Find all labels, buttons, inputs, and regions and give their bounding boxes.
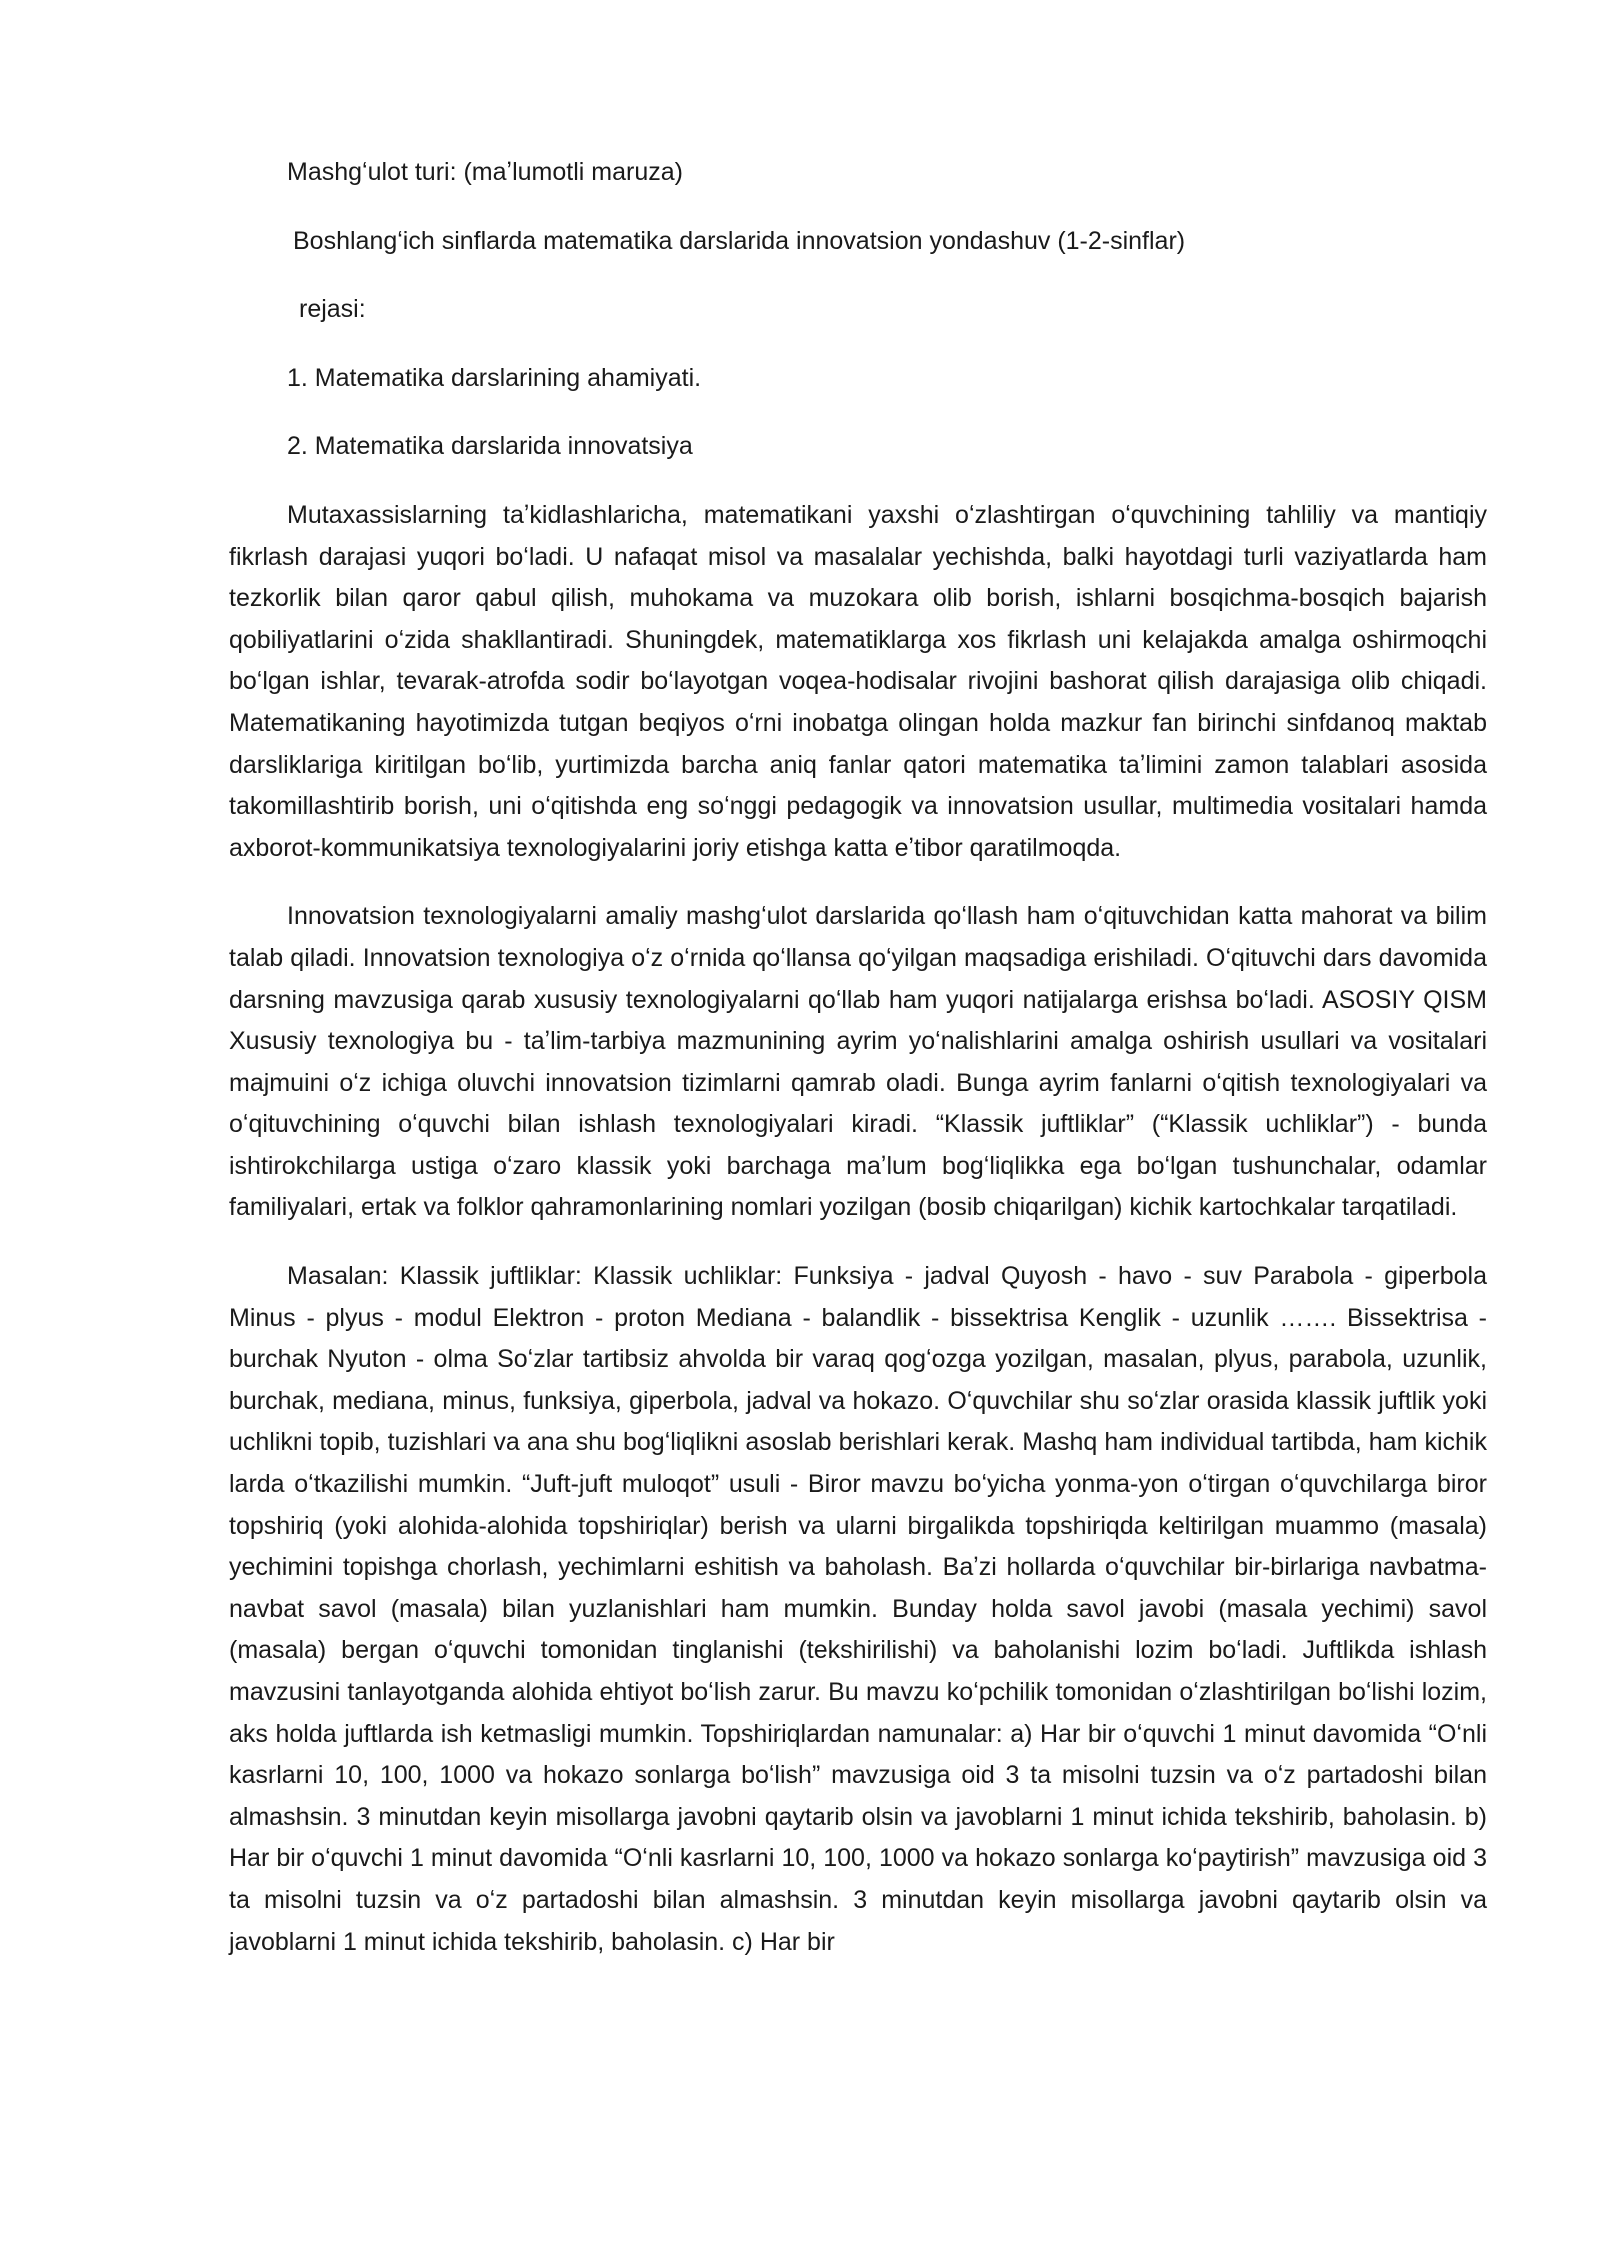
session-type-line: Mashgʻulot turi: (maʼlumotli maruza) xyxy=(287,158,683,186)
plan-item-1: 1. Matematika darslarining ahamiyati. xyxy=(287,363,702,392)
document-body xyxy=(229,152,1487,1963)
paragraph-innovation: Innovatsion texnologiyalarni amaliy mashgʻulot darslarida qoʻllash ham oʻqituvchidan katta mahorat va bilim talab qiladi. Innovatsion texnologiya oʻz oʻrnida qoʻllansa qoʻyilgan maqsadiga erishiladi. Oʻqituvchi dars davomida darsning mavzusiga qarab xususiy texnologiyalarni qoʻllab ham yuqori natijalarga erishsa boʻladi. ASOSIY QISM Xususiy texnologiya bu - taʼlim-tarbiya mazmunining ayrim yoʻnalishlarini amalga oshirish usullari va vositalari majmuini oʻz ichiga oluvchi innovatsion tizimlarni qamrab oladi. Bunga ayrim fanlarni oʻqitish texnologiyalari va oʻqituvchining oʻquvchi bilan ishlash texnologiyalari kiradi. “Klassik juftliklar” (“Klassik uchliklar”) - bunda ishtirokchilarga ustiga oʻzaro klassik yoki barchaga maʼlum bogʻliqlikka ega boʻlgan tushunchalar, odamlar familiyalari, ertak va folklor qahramonlarining nomlari yozilgan (bosib chiqarilgan) kichik kartochkalar tarqatiladi. xyxy=(229,902,1487,1222)
plan-item-2: 2. Matematika darslarida innovatsiya xyxy=(287,432,693,461)
lecture-title: Boshlangʻich sinflarda matematika darslarida innovatsion yondashuv (1-2-sinflar) xyxy=(293,226,1186,255)
paragraph-importance: Mutaxassislarning taʼkidlashlaricha, matematikani yaxshi oʻzlashtirgan oʻquvchining tahliliy va mantiqiy fikrlash darajasi yuqori boʻladi. U nafaqat misol va masalalar yechishda, balki hayotdagi turli vaziyatlarda ham tezkorlik bilan qaror qabul qilish, muhokama va muzokara olib borish, ishlarni bosqichma-bosqich bajarish qobiliyatlarini oʻzida shakllantiradi. Shuningdek, matematiklarga xos fikrlash uni kelajakda amalga oshirmoqchi boʻlgan ishlar, tevarak-atrofda sodir boʻlayotgan voqea-hodisalar rivojini bashorat qilish darajasiga olib chiqadi. Matematikaning hayotimizda tutgan beqiyos oʻrni inobatga olingan holda mazkur fan birinchi sinfdanoq maktab darsliklariga kiritilgan boʻlib, yurtimizda barcha aniq fanlar qatori matematika taʼlimini zamon talablari asosida takomillashtirib borish, uni oʻqitishda eng soʻnggi pedagogik va innovatsion usullar, multimedia vositalari hamda axborot-kommunikatsiya texnologiyalarini joriy etishga katta eʼtibor qaratilmoqda. xyxy=(229,500,1487,862)
plan-heading: rejasi: xyxy=(299,295,366,324)
paragraph-examples: Masalan: Klassik juftliklar: Klassik uchliklar: Funksiya - jadval Quyosh - havo - suv Parabola - giperbola Minus - plyus - modul Elektron - proton Mediana - balandlik - bissektrisa Kenglik - uzunlik ……. Bissektrisa - burchak Nyuton - olma Soʻzlar tartibsiz ahvolda bir varaq qogʻozga yozilgan, masalan, plyus, parabola, uzunlik, burchak, mediana, minus, funksiya, giperbola, jadval va hokazo. Oʻquvchilar shu soʻzlar orasida klassik juftlik yoki uchlikni topib, tuzishlari va ana shu bogʻliqlikni asoslab berishlari kerak. Mashq ham individual tartibda, ham kichik larda oʻtkazilishi mumkin. “Juft-juft muloqot” usuli - Biror mavzu boʻyicha yonma-yon oʻtirgan oʻquvchilarga biror topshiriq (yoki alohida-alohida topshiriqlar) berish va ularni birgalikda topshiriqda keltirilgan muammo (masala) yechimini topishga chorlash, yechimlarni eshitish va baholash. Baʼzi hollarda oʻquvchilar bir-birlariga navbatma-navbat savol (masala) bilan yuzlanishlari ham mumkin. Bunday holda savol javobi (masala yechimi) savol (masala) bergan oʻquvchi tomonidan tinglanishi (tekshirilishi) va baholanishi lozim boʻladi. Juftlikda ishlash mavzusini tanlayotganda alohida ehtiyot boʻlish zarur. Bu mavzu koʻpchilik tomonidan oʻzlashtirilgan boʻlishi lozim, aks holda juftlarda ish ketmasligi mumkin. Topshiriqlardan namunalar: a) Har bir oʻquvchi 1 minut davomida “Oʻnli kasrlarni 10, 100, 1000 va hokazo sonlarga boʻlish” mavzusiga oid 3 ta misolni tuzsin va oʻz partadoshi bilan almashsin. 3 minutdan keyin misollarga javobni qaytarib olsin va javoblarni 1 minut ichida tekshirib, baholasin. b) Har bir oʻquvchi 1 minut davomida “Oʻnli kasrlarni 10, 100, 1000 va hokazo sonlarga koʻpaytirish” mavzusiga oid 3 ta misolni tuzsin va oʻz partadoshi bilan almashsin. 3 minutdan keyin misollarga javobni qaytarib olsin va javoblarni 1 minut ichida tekshirib, baholasin. c) Har bir xyxy=(229,1262,1487,1956)
